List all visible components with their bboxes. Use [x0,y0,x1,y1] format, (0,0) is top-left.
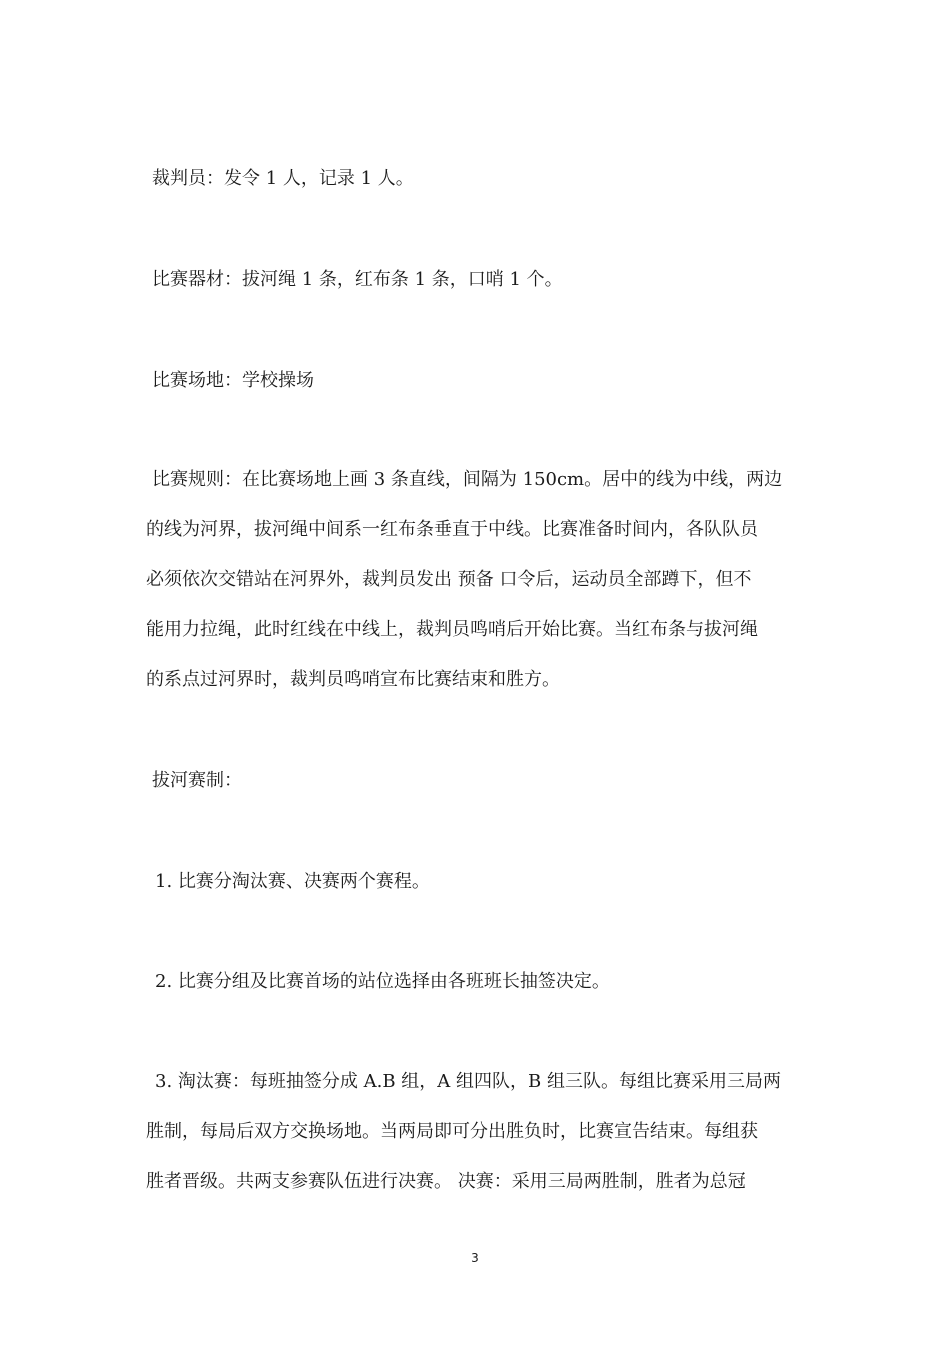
rules-line-3: 必须依次交错站在河界外，裁判员发出 预备 口令后，运动员全部蹲下，但不 [146,569,752,590]
rules-line-5: 的系点过河界时，裁判员鸣哨宣布比赛结束和胜方。 [146,669,560,690]
page-number: 3 [471,1251,479,1265]
referees-paragraph: 裁判员：发令 1 人，记录 1 人。 [152,168,414,189]
format-item-3-line-3: 胜者晋级。共两支参赛队伍进行决赛。 决赛：采用三局两胜制，胜者为总冠 [146,1171,746,1192]
rules-line-4: 能用力拉绳，此时红线在中线上，裁判员鸣哨后开始比赛。当红布条与拔河绳 [146,619,758,640]
format-item-3-line-2: 胜制，每局后双方交换场地。当两局即可分出胜负时，比赛宣告结束。每组获 [146,1121,758,1142]
rules-line-1: 比赛规则：在比赛场地上画 3 条直线，间隔为 150cm。居中的线为中线，两边 [152,469,783,490]
format-item-3-line-1: 3. 淘汰赛：每班抽签分成 A.B 组，A 组四队，B 组三队。每组比赛采用三局两 [155,1071,781,1092]
rules-line-2: 的线为河界，拔河绳中间系一红布条垂直于中线。比赛准备时间内，各队队员 [146,519,758,540]
format-heading: 拔河赛制： [152,770,242,791]
venue-paragraph: 比赛场地：学校操场 [152,370,314,391]
format-item-2: 2. 比赛分组及比赛首场的站位选择由各班班长抽签决定。 [155,971,610,992]
equipment-paragraph: 比赛器材：拔河绳 1 条，红布条 1 条，口哨 1 个。 [152,269,563,290]
format-item-1: 1. 比赛分淘汰赛、决赛两个赛程。 [155,871,430,892]
